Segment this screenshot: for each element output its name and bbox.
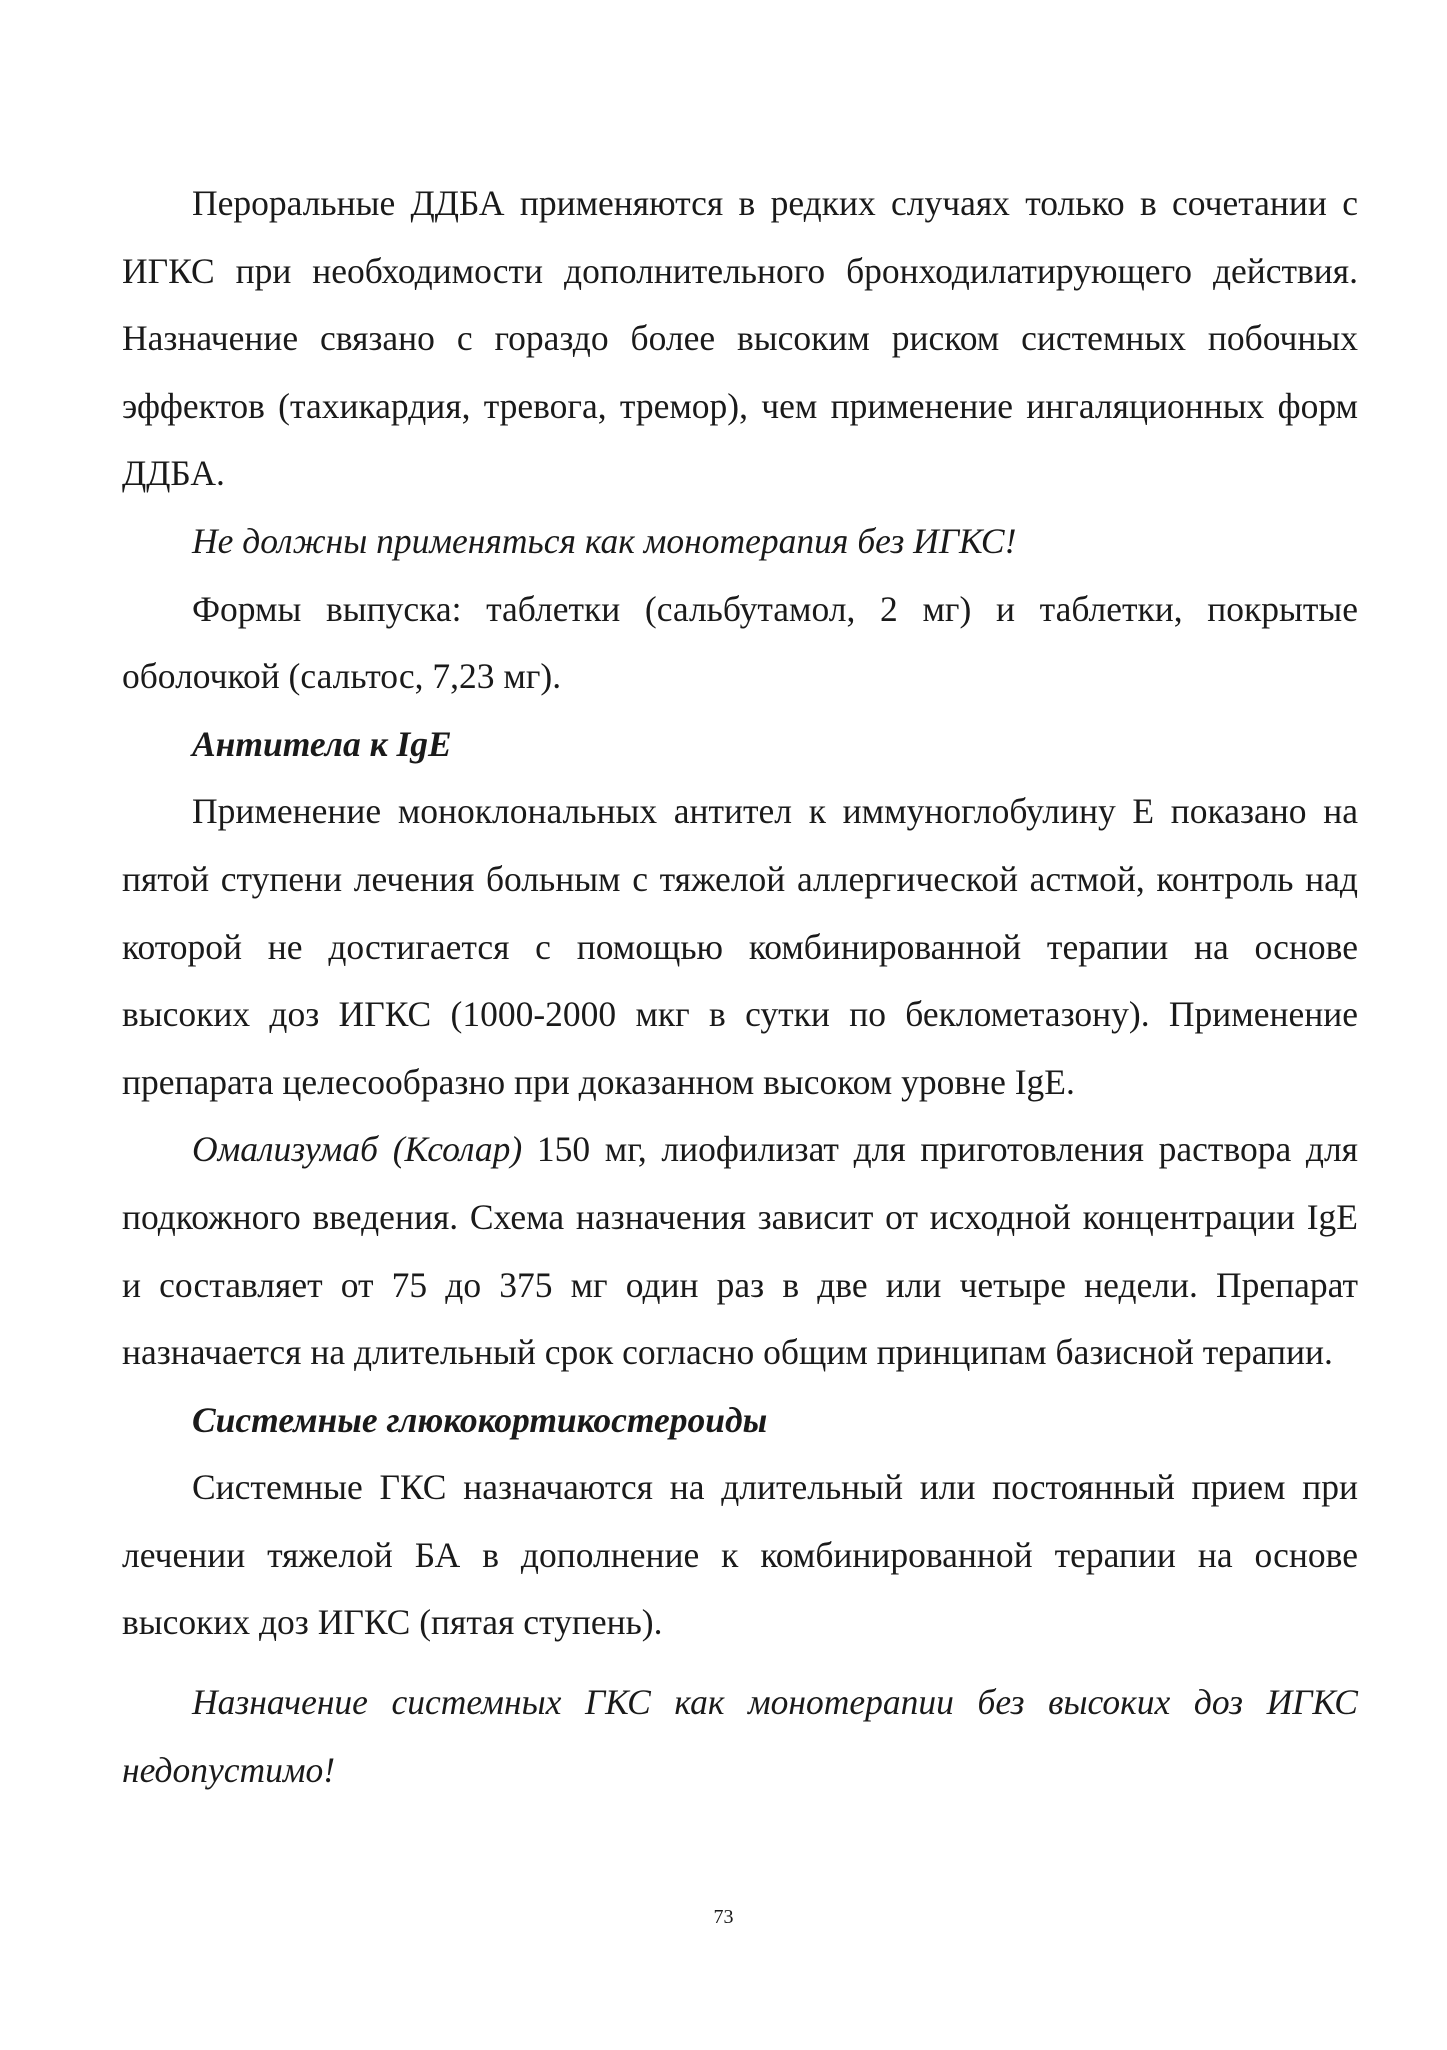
section-heading-systemic-gcs: Системные глюкокортикостероиды xyxy=(192,1399,768,1440)
paragraph-oral-ldba: Пероральные ДДБА применяются в редких случаях только в сочетании с ИГКС при необходимости дополнительного бронходилатирующего действия. Назначение связано с гораздо более высоким риском системных побочных эффектов (тахикардия, тревога, тремор), чем применение ингаляционных форм ДДБА. xyxy=(122,183,1358,494)
spacer xyxy=(122,1657,1358,1669)
paragraph-anti-ige: Применение моноклональных антител к иммуноглобулину E показано на пятой ступени лечения больным с тяжелой аллергической астмой, контроль над которой не достигается с помощью комбинированной терапии на основе высоких доз ИГКС (1000-2000 мкг в сутки по беклометазону). Применение препарата целесообразно при доказанном высоком уровне IgE. xyxy=(122,791,1358,1102)
paragraph-systemic-gcs: Системные ГКС назначаются на длительный или постоянный прием при лечении тяжелой БА в дополнение к комбинированной терапии на основе высоких доз ИГКС (пятая ступень). xyxy=(122,1467,1358,1643)
paragraph-release-forms: Формы выпуска: таблетки (сальбутамол, 2 мг) и таблетки, покрытые оболочкой (сальтос, 7,23 мг). xyxy=(122,588,1358,697)
section-heading-anti-ige: Антитела к IgE xyxy=(192,723,452,764)
drug-name: Омализумаб (Ксолар) xyxy=(192,1129,523,1170)
warning-systemic-gcs: Назначение системных ГКС как монотерапии без высоких доз ИГКС недопустимо! xyxy=(122,1682,1358,1790)
document-page xyxy=(122,170,1358,1804)
paragraph-omalizumab xyxy=(122,1116,1358,1386)
drug-description: 150 мг, лиофилизат для приготовления раствора для подкожного введения. Схема назначения зависит от исходной концентрации IgE и составляет от 75 до 375 мг один раз в две или четыре недели. Препарат назначается на длительный срок согласно общим принципам базисной терапии. xyxy=(122,1129,1358,1373)
warning-no-monotherapy: Не должны применяться как монотерапия без ИГКС! xyxy=(192,520,1017,561)
page-number: 73 xyxy=(713,1906,734,1928)
